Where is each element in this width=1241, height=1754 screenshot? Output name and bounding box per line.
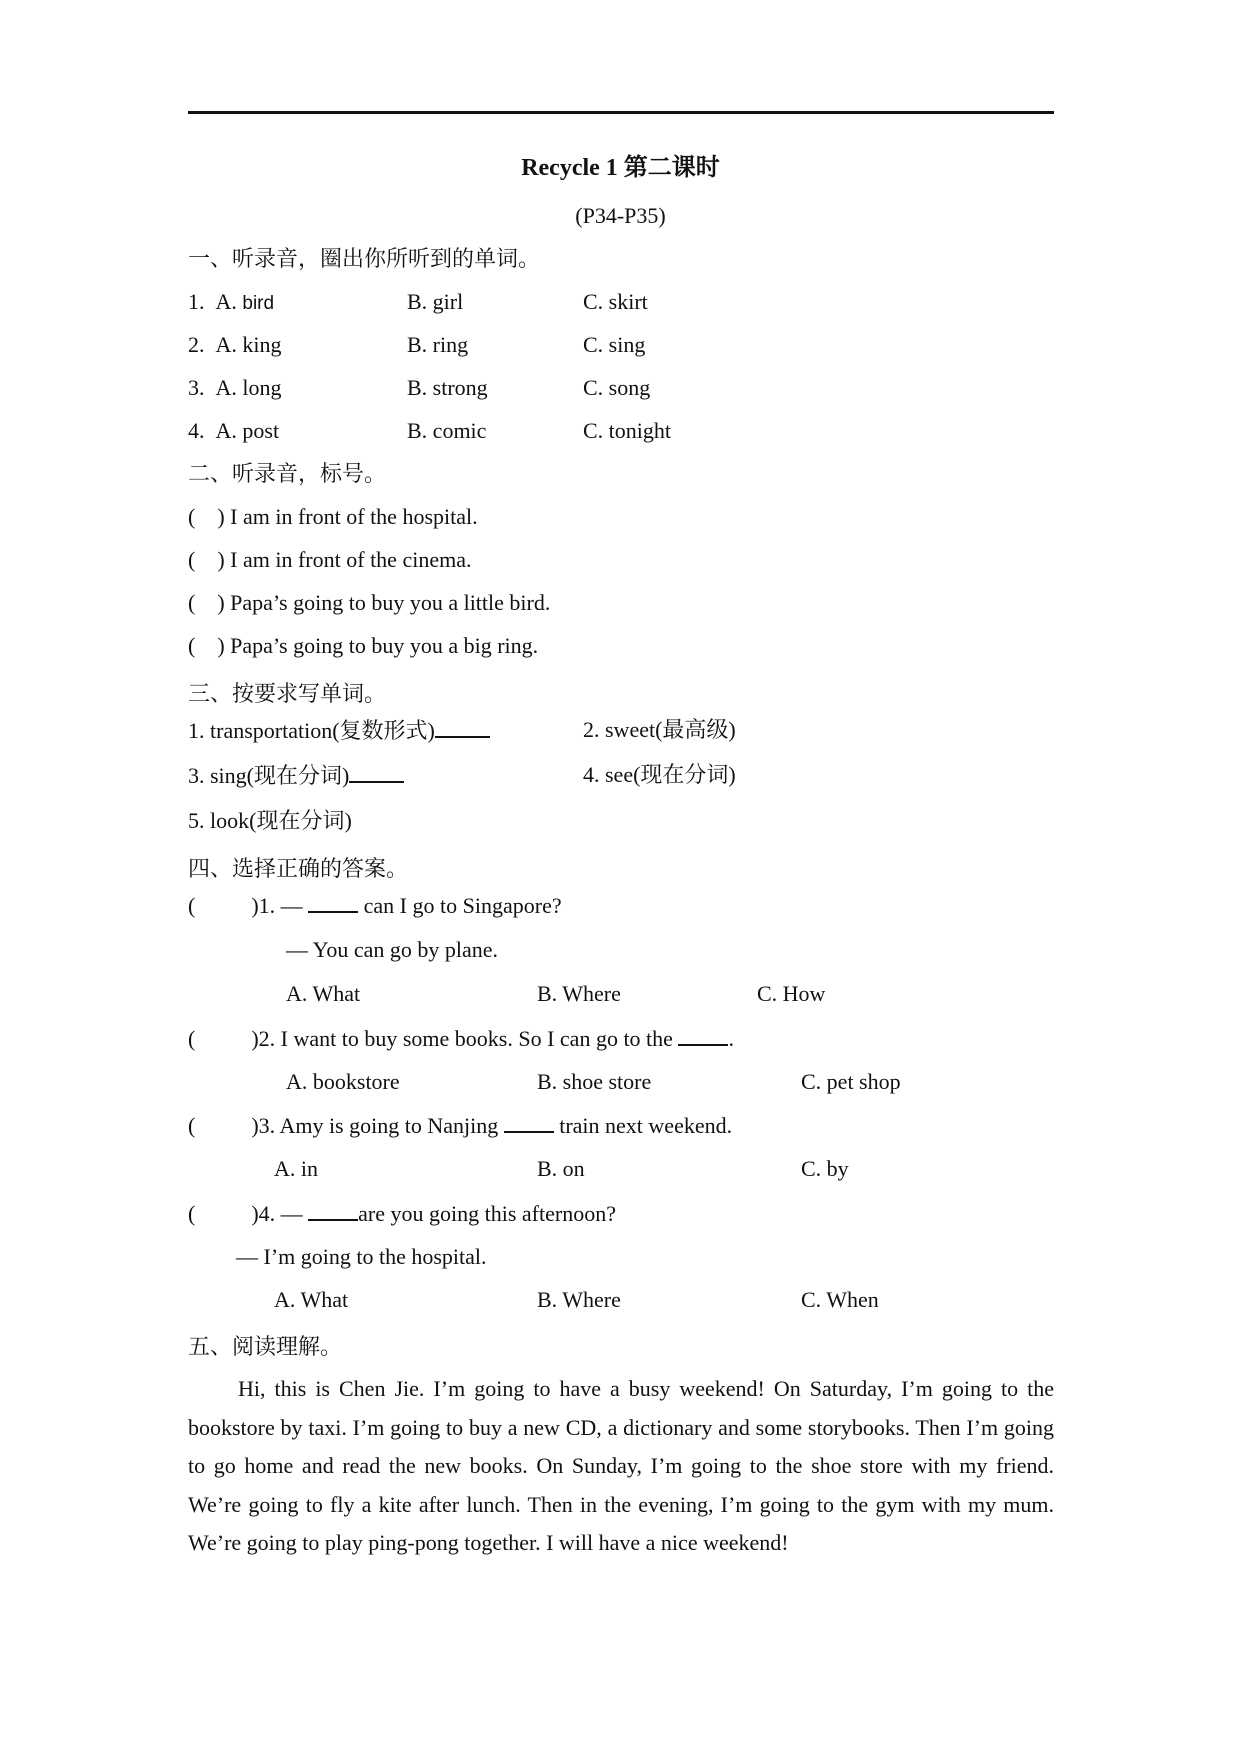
answer-blank[interactable] — [349, 761, 404, 783]
answer-blank[interactable] — [504, 1111, 554, 1133]
option-b: B. comic — [407, 418, 487, 443]
option-c: C. by — [801, 1156, 849, 1181]
option-a-word: bird — [242, 293, 275, 314]
option-a: A. bookstore — [286, 1069, 400, 1094]
reading-passage — [188, 1370, 1054, 1563]
page-reference: (P34-P35) — [575, 203, 666, 228]
section-2-item: ( ) I am in front of the hospital. — [188, 504, 478, 529]
option-b: B. on — [537, 1156, 585, 1181]
item-text: Papa’s going to buy you a little bird. — [230, 590, 551, 615]
passage-text: Hi, this is Chen Jie. I’m going to have a busy weekend! On Saturday, I’m going to the bookstore by taxi. I’m going to buy a new CD, a dictionary and some storybooks. Then I’m going to go home and read the new books. On Sunday, I’m going to the shoe store with my friend. We’re going to fly a kite after lunch. Then in the evening, I’m going to the gym with my mum. We’re going to play ping-pong together. I will have a nice weekend! — [188, 1376, 1054, 1556]
answer-blank[interactable] — [308, 1199, 358, 1221]
dialogue-answer: — You can go by plane. — [286, 937, 499, 962]
option-c: C. song — [583, 375, 651, 400]
option-c: C. How — [757, 981, 826, 1006]
option-b: B. strong — [407, 375, 488, 400]
section-2-heading: 二、听录音，标号。 — [188, 461, 387, 486]
header-rule — [188, 111, 1054, 114]
section-4-heading: 四、选择正确的答案。 — [188, 856, 409, 881]
section-4-question: ( )1. — can I go to Singapore? — [188, 893, 562, 918]
section-4-question: ( )2. I want to buy some books. So I can go to the . — [188, 1026, 734, 1051]
option-b: B. Where — [537, 1287, 621, 1312]
answer-blank[interactable] — [678, 1024, 728, 1046]
section-3-question: 3. sing(现在分词) — [188, 761, 404, 790]
section-4-question: ( )4. — are you going this afternoon? — [188, 1201, 616, 1226]
option-c: C. When — [801, 1287, 879, 1312]
item-text: I am in front of the cinema. — [230, 547, 472, 572]
item-number: 4. — [188, 418, 205, 443]
section-1-heading: 一、听录音，圈出你所听到的单词。 — [188, 246, 541, 271]
section-3-question: 1. transportation(复数形式) — [188, 716, 490, 745]
option-a: A. What — [274, 1287, 349, 1312]
option-c: C. pet shop — [801, 1069, 901, 1094]
dialogue-answer: — I’m going to the hospital. — [236, 1244, 487, 1269]
option-a: A. king — [215, 332, 282, 357]
option-b: B. ring — [407, 332, 469, 357]
worksheet-title: Recycle 1 第二课时 — [521, 155, 720, 181]
section-3-heading: 三、按要求写单词。 — [188, 681, 387, 706]
option-c: C. sing — [583, 332, 646, 357]
option-c: C. skirt — [583, 289, 648, 314]
section-2-item: ( ) Papa’s going to buy you a big ring. — [188, 633, 539, 658]
item-text: I am in front of the hospital. — [230, 504, 478, 529]
option-a: A. post — [215, 418, 280, 443]
section-2-item: ( ) I am in front of the cinema. — [188, 547, 472, 572]
item-number: 2. — [188, 332, 205, 357]
item-number: 1. — [188, 289, 205, 314]
item-number: 3. — [188, 375, 205, 400]
section-4-question: ( )3. Amy is going to Nanjing train next weekend. — [188, 1113, 733, 1138]
section-3-question: 2. sweet(最高级) — [583, 717, 736, 742]
option-a: A. What — [286, 981, 361, 1006]
option-b: B. shoe store — [537, 1069, 652, 1094]
section-2-item: ( ) Papa’s going to buy you a little bird. — [188, 590, 551, 615]
section-3-question: 4. see(现在分词) — [583, 762, 736, 787]
option-a: A. in — [274, 1156, 318, 1181]
option-c: C. tonight — [583, 418, 672, 443]
option-b: B. Where — [537, 981, 621, 1006]
answer-blank[interactable] — [308, 891, 358, 913]
option-a: A. — [215, 289, 243, 314]
option-b: B. girl — [407, 289, 464, 314]
section-5-heading: 五、阅读理解。 — [188, 1334, 343, 1359]
answer-blank[interactable] — [435, 716, 490, 738]
option-a: A. long — [215, 375, 282, 400]
section-3-question: 5. look(现在分词) — [188, 808, 352, 833]
item-text: Papa’s going to buy you a big ring. — [230, 633, 539, 658]
